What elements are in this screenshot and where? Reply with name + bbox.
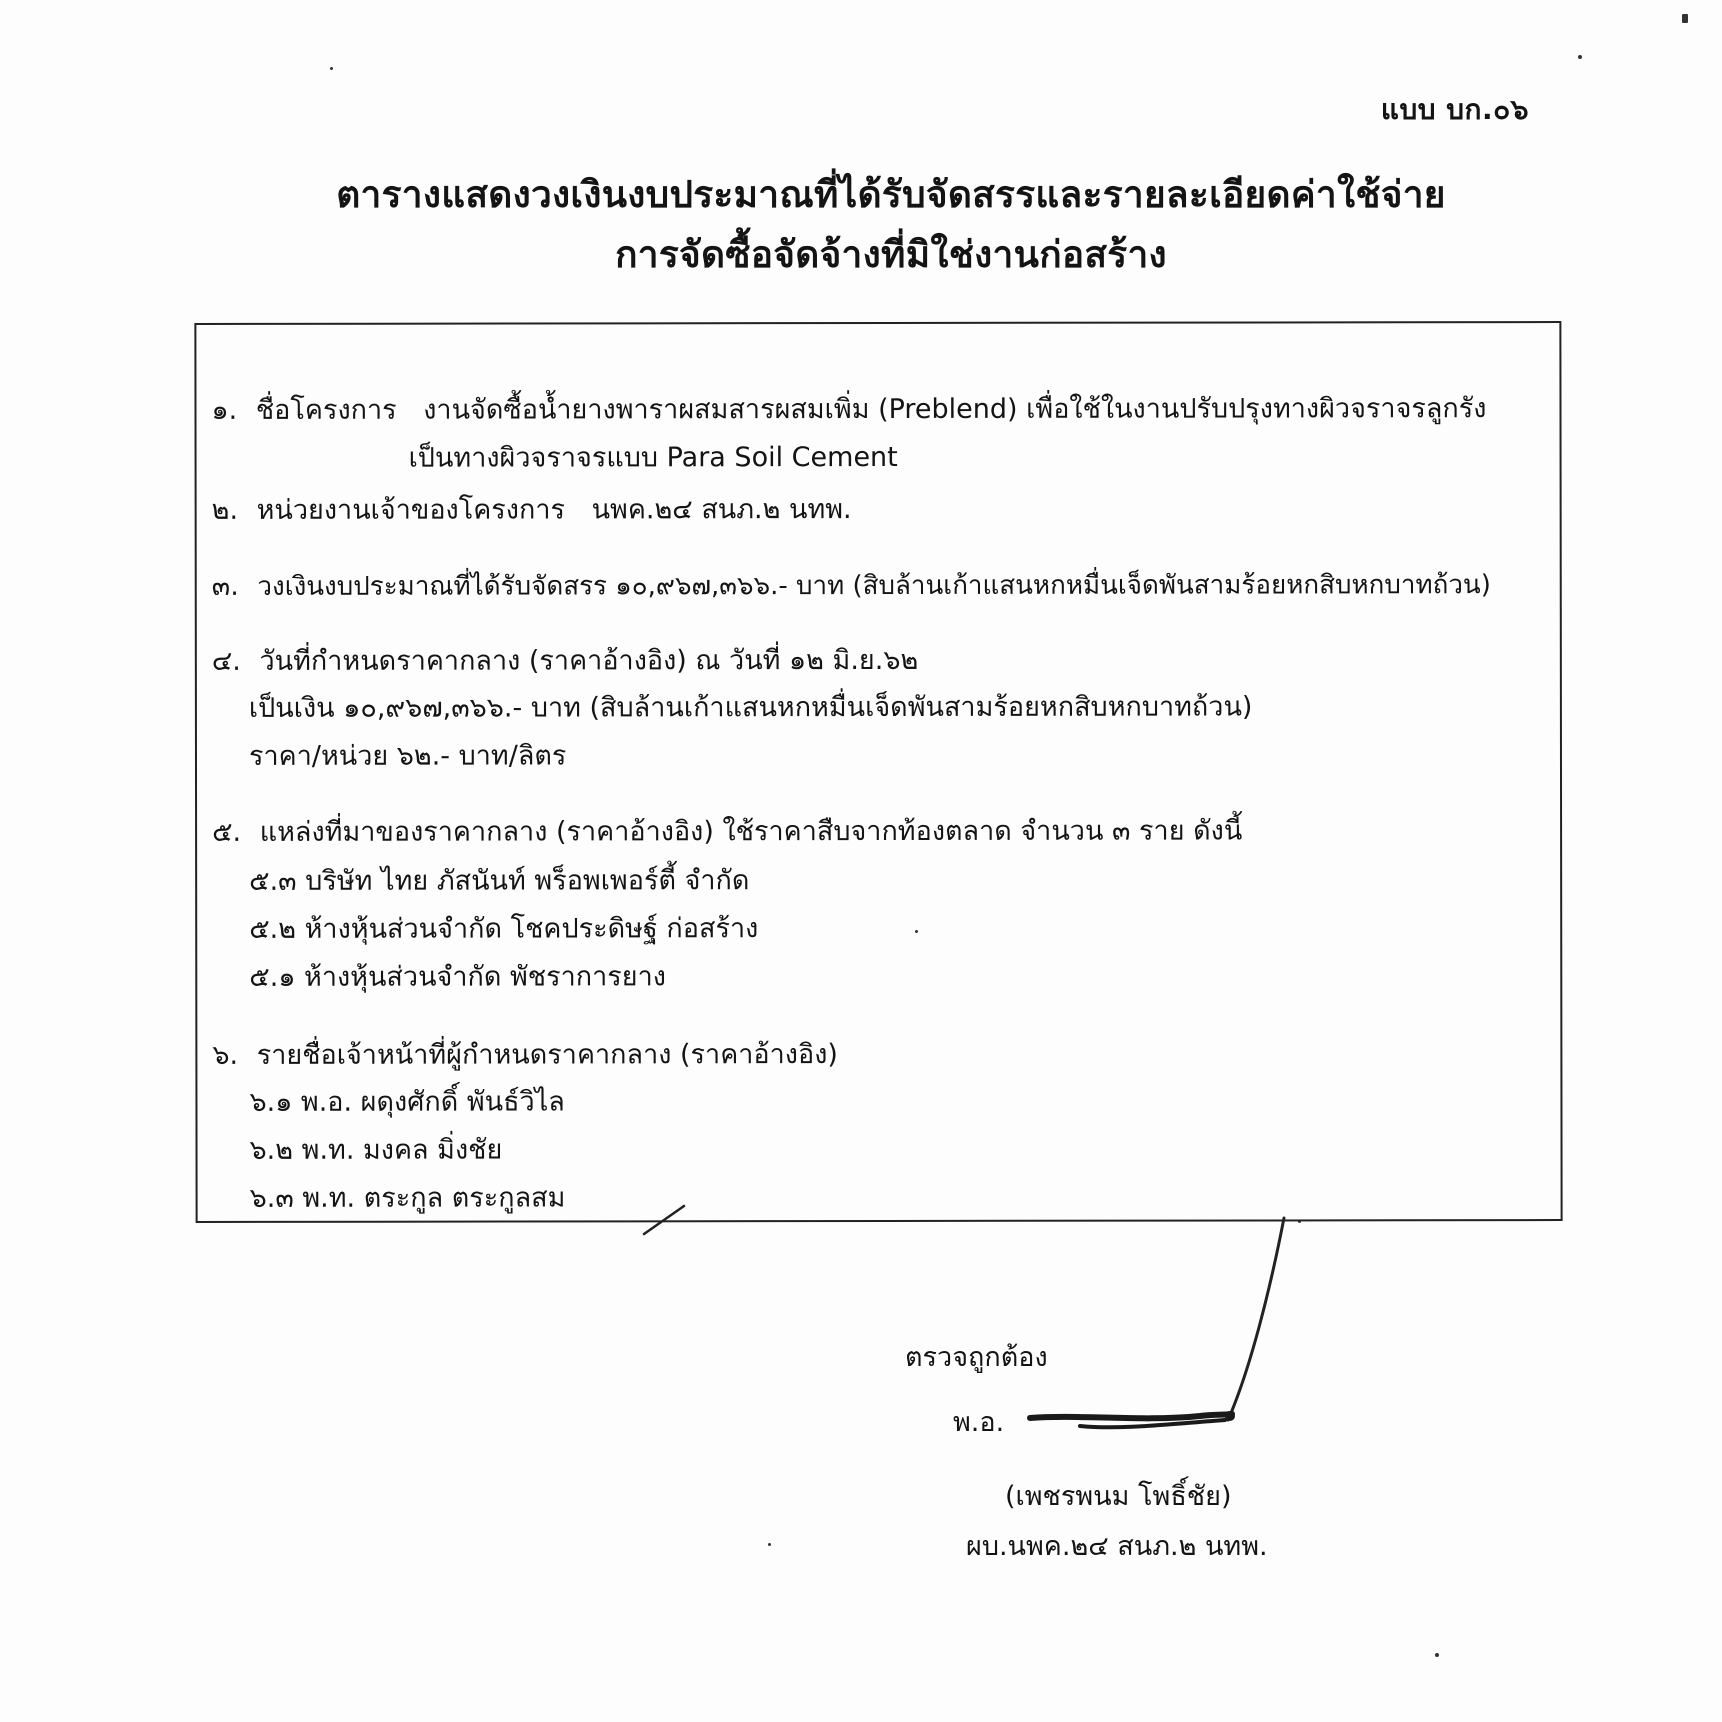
check-tick-mark: [640, 1200, 690, 1240]
item-5-source: ๕.๑ ห้างหุ้นส่วนจำกัด พัชราการยาง: [249, 961, 666, 993]
item-6-number: ๖.: [212, 1039, 239, 1071]
item-6-text: รายชื่อเจ้าหน้าที่ผู้กำหนดราคากลาง (ราคาอ้างอิง): [256, 1039, 838, 1071]
item-4-text: วันที่กำหนดราคากลาง (ราคาอ้างอิง) ณ วันที่ ๑๒ มิ.ย.๖๒: [259, 644, 919, 677]
item-1-value: งานจัดซื้อน้ำยางพาราผสมสารผสมเพิ่ม (Preblend) เพื่อใช้ในงานปรับปรุงทางผิวจราจรลูกรัง: [423, 393, 1487, 426]
scan-speck: [1578, 55, 1582, 59]
item-5-number: ๕.: [212, 816, 242, 848]
item-5-line: [212, 815, 1243, 848]
item-5-source: ๕.๒ ห้างหุ้นส่วนจำกัด โชคประดิษฐ์ ก่อสร้าง: [249, 913, 759, 945]
item-1-number: ๑.: [211, 394, 238, 426]
item-2-number: ๒.: [211, 494, 239, 526]
document-title: ตารางแสดงวงเงินงบประมาณที่ได้รับจัดสรรและรายละเอียดค่าใช้จ่าย: [336, 173, 1446, 216]
signature-stroke: [1000, 1210, 1320, 1440]
form-code: แบบ บก.๐๖: [1380, 93, 1529, 126]
scan-speck: [330, 67, 333, 70]
signer-name: (เพชรพนม โพธิ์ชัย): [1005, 1481, 1232, 1512]
item-4-unit-price: ราคา/หน่วย ๖๒.- บาท/ลิตร: [248, 740, 567, 772]
item-4-line: [211, 644, 919, 677]
item-3-text: วงเงินงบประมาณที่ได้รับจัดสรร ๑๐,๙๖๗,๓๖๖.- บาท (สิบล้านเก้าแสนหกหมื่นเจ็ดพันสามร้อยหกสิบหกบาทถ้วน): [257, 570, 1491, 602]
item-2-label: หน่วยงานเจ้าของโครงการ: [256, 494, 566, 526]
item-6-officer: ๖.๒ พ.ท. มงคล มิ่งชัย: [249, 1134, 503, 1166]
item-1-line-2: เป็นทางผิวจราจรแบบ Para Soil Cement: [408, 441, 898, 474]
item-3-number: ๓.: [211, 570, 239, 602]
item-4-number: ๔.: [211, 645, 241, 677]
item-6-officer: ๖.๓ พ.ท. ตระกูล ตระกูลสม: [249, 1182, 566, 1214]
document-subtitle: การจัดซื้อจัดจ้างที่มิใช่งานก่อสร้าง: [615, 233, 1167, 276]
signer-rank: พ.อ.: [953, 1407, 1005, 1438]
item-2-value: นพค.๒๔ สนภ.๒ นทพ.: [591, 494, 852, 526]
scan-speck: [1682, 14, 1688, 23]
scan-speck: [1435, 1653, 1439, 1657]
item-5-text: แหล่งที่มาของราคากลาง (ราคาอ้างอิง) ใช้ราคาสืบจากท้องตลาด จำนวน ๓ ราย ดังนี้: [259, 815, 1243, 848]
item-6-officer: ๖.๑ พ.อ. ผดุงศักดิ์ พันธ์วิไล: [249, 1086, 565, 1118]
signer-position: ผบ.นพค.๒๔ สนภ.๒ นทพ.: [966, 1531, 1268, 1562]
item-6-line: [212, 1041, 838, 1069]
verified-label: ตรวจถูกต้อง: [905, 1342, 1048, 1373]
item-2-line: [212, 496, 852, 524]
item-4-amount: เป็นเงิน ๑๐,๙๖๗,๓๖๖.- บาท (สิบล้านเก้าแสนหกหมื่นเจ็ดพันสามร้อยหกสิบหกบาทถ้วน): [248, 691, 1253, 724]
details-box: [194, 321, 1562, 1223]
item-1-label: ชื่อโครงการ: [255, 394, 397, 426]
item-3-line: [212, 571, 1491, 600]
item-5-source: ๕.๓ บริษัท ไทย ภัสนันท์ พร็อพเพอร์ตี้ จำกัด: [249, 865, 750, 897]
scan-speck: [768, 1543, 771, 1546]
item-1-line: [211, 395, 1486, 424]
